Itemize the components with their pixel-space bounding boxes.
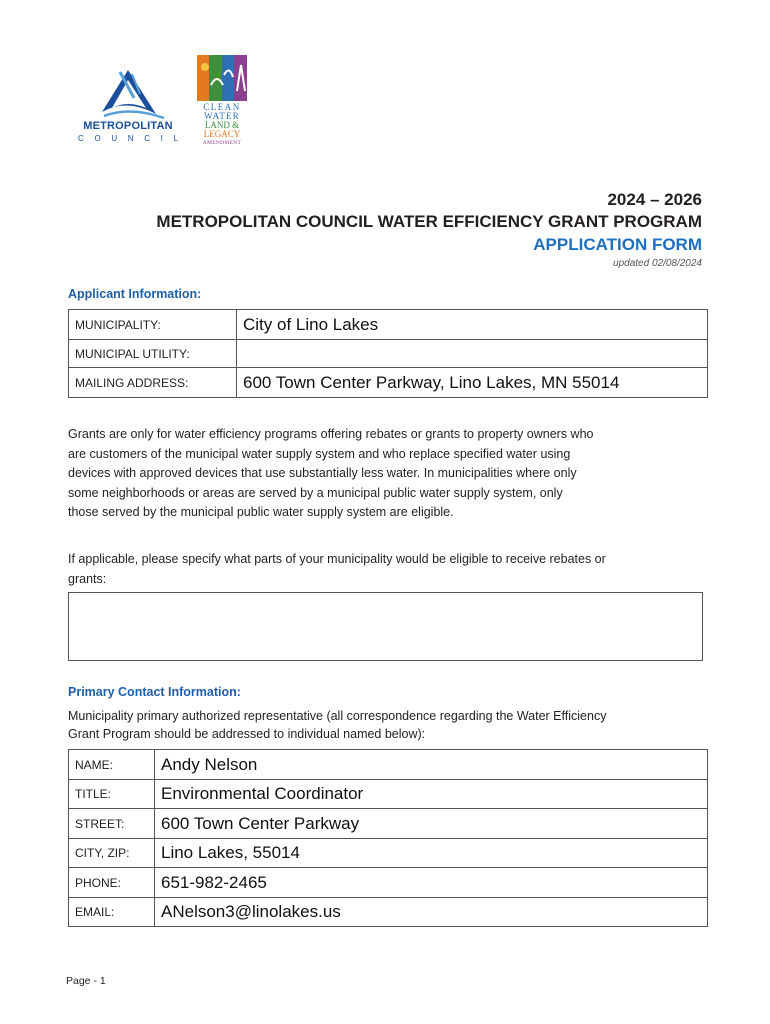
title-field[interactable]: Environmental Coordinator	[155, 780, 708, 809]
applicant-row-address	[69, 368, 708, 398]
eligibility-line: Grants are only for water efficiency programs offering rebates or grants to property owners who	[68, 427, 594, 441]
council-letter: I	[160, 134, 163, 143]
municipality-label: MUNICIPALITY:	[69, 310, 237, 340]
mailing-address-label: MAILING ADDRESS:	[69, 368, 237, 398]
question-line: If applicable, please specify what parts of your municipality would be eligible to receive rebates or	[68, 552, 606, 566]
council-letter: C	[78, 134, 84, 143]
metropolitan-council-logo-mark	[74, 68, 182, 122]
name-field[interactable]: Andy Nelson	[155, 750, 708, 780]
council-letter: L	[173, 134, 178, 143]
eligibility-paragraph	[68, 425, 688, 523]
applicant-table	[68, 309, 708, 398]
mailing-address-field[interactable]: 600 Town Center Parkway, Lino Lakes, MN 55014	[237, 368, 708, 398]
page-number: Page - 1	[66, 975, 106, 987]
contact-row-title	[69, 780, 708, 809]
applicant-row-utility	[69, 340, 708, 368]
question-line: grants:	[68, 571, 107, 586]
council-letter: U	[111, 134, 118, 143]
applicant-section-label: Applicant Information:	[68, 287, 202, 301]
clean-word: CLEAN	[203, 102, 241, 112]
contact-row-street	[69, 809, 708, 839]
city-zip-label: CITY, ZIP:	[69, 839, 155, 868]
amendment-word: AMENDMENT	[202, 140, 242, 146]
form-title: APPLICATION FORM	[533, 235, 702, 254]
contact-row-city-zip	[69, 839, 708, 868]
applicant-row-municipality	[69, 310, 708, 340]
name-label: NAME:	[69, 750, 155, 780]
street-label: STREET:	[69, 809, 155, 839]
title-label: TITLE:	[69, 780, 155, 809]
metropolitan-council-logo	[74, 68, 182, 146]
eligible-areas-answer-field[interactable]	[68, 592, 703, 661]
contact-section-label: Primary Contact Information:	[68, 685, 241, 699]
contact-table	[68, 749, 708, 927]
eligible-areas-question	[68, 550, 688, 589]
council-letter: O	[94, 134, 101, 143]
contact-intro	[68, 707, 688, 743]
municipal-utility-field[interactable]	[237, 340, 708, 368]
clean-water-logo-mark	[197, 55, 247, 101]
contact-row-email	[69, 898, 708, 927]
legacy-word: LEGACY	[203, 129, 241, 139]
contact-row-name	[69, 750, 708, 780]
eligibility-line: devices with approved devices that use substantially less water. In municipalities where only	[68, 466, 577, 480]
council-letter: C	[144, 134, 150, 143]
water-word: WATER	[204, 111, 240, 121]
eligibility-line: some neighborhoods or areas are served by a municipal public water supply system, only	[68, 485, 563, 500]
email-label: EMAIL:	[69, 898, 155, 927]
municipal-utility-label: MUNICIPAL UTILITY:	[69, 340, 237, 368]
contact-row-phone	[69, 868, 708, 898]
city-zip-field[interactable]: Lino Lakes, 55014	[155, 839, 708, 868]
council-letter: N	[127, 134, 134, 143]
eligibility-line: are customers of the municipal water supply system and who replace specified water using	[68, 446, 571, 461]
contact-intro-line: Grant Program should be addressed to individual named below):	[68, 727, 426, 741]
email-field[interactable]: ANelson3@linolakes.us	[155, 898, 708, 927]
eligibility-line: those served by the municipal public water supply system are eligible.	[68, 505, 454, 519]
clean-water-legacy-logo	[197, 55, 247, 147]
land-word: LAND &	[204, 120, 240, 130]
municipality-field[interactable]: City of Lino Lakes	[237, 310, 708, 340]
phone-field[interactable]: 651-982-2465	[155, 868, 708, 898]
phone-label: PHONE:	[69, 868, 155, 898]
contact-intro-line: Municipality primary authorized representative (all correspondence regarding the Water Efficiency	[68, 709, 607, 723]
street-field[interactable]: 600 Town Center Parkway	[155, 809, 708, 839]
program-title: METROPOLITAN COUNCIL WATER EFFICIENCY GRANT PROGRAM	[156, 212, 702, 231]
program-years: 2024 – 2026	[607, 190, 702, 209]
council-wordmark	[78, 134, 178, 143]
metropolitan-wordmark: METROPOLITAN	[83, 120, 173, 132]
updated-date: updated 02/08/2024	[613, 258, 702, 269]
